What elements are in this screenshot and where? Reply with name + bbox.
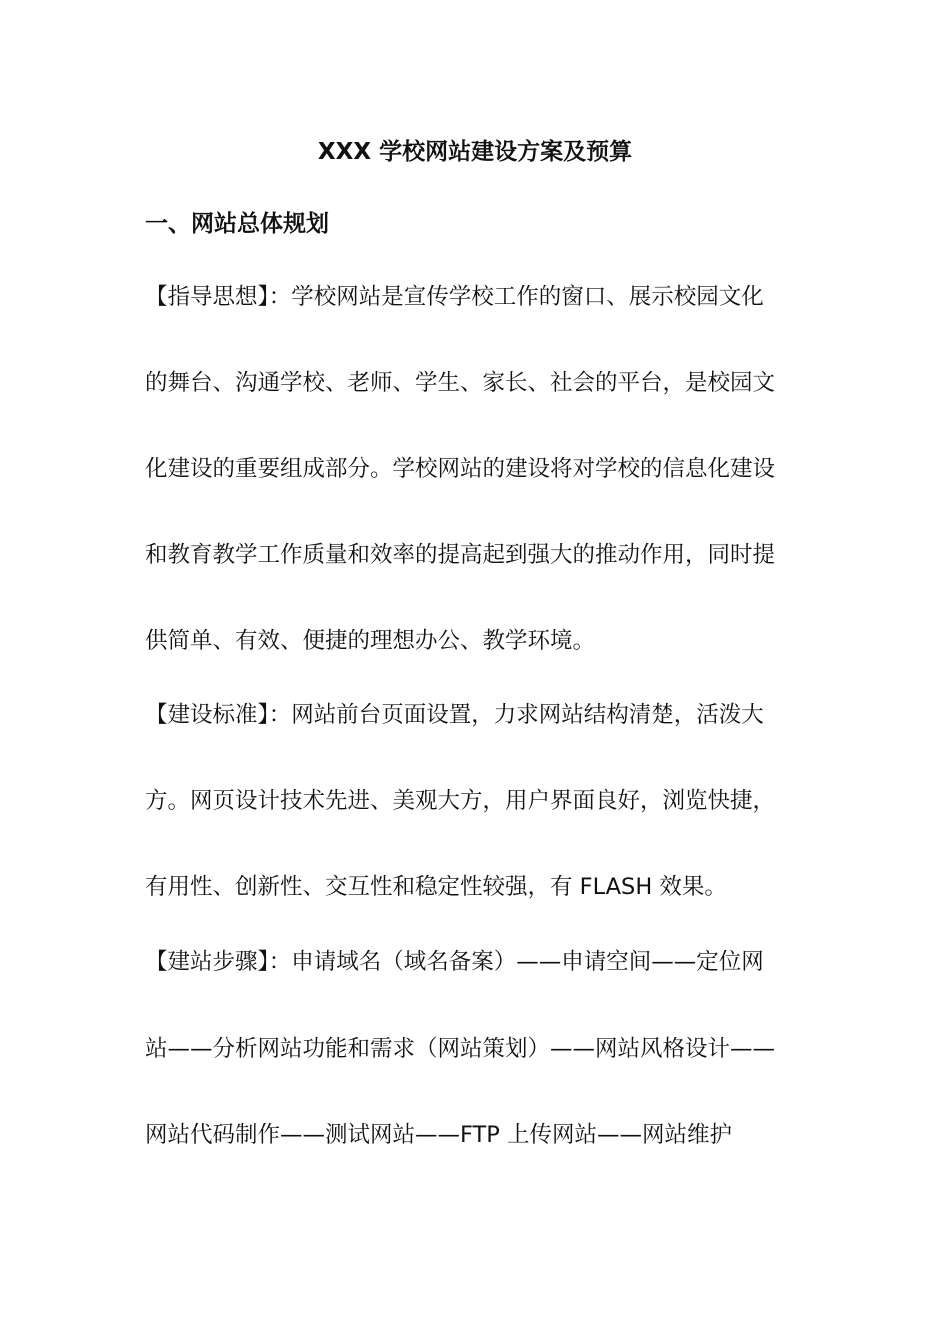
- paragraph-line: 方。网页设计技术先进、美观大方，用户界面良好，浏览快捷，: [145, 788, 776, 814]
- paragraph-line: 的舞台、沟通学校、老师、学生、家长、社会的平台，是校园文: [145, 370, 776, 396]
- paragraph-line: 供简单、有效、便捷的理想办公、教学环境。: [145, 628, 596, 654]
- paragraph-line: 站——分析网站功能和需求（网站策划）——网站风格设计——: [145, 1036, 776, 1062]
- paragraph-line: 化建设的重要组成部分。学校网站的建设将对学校的信息化建设: [145, 456, 776, 482]
- paragraph-line: 网站代码制作——测试网站——FTP 上传网站——网站维护: [145, 1122, 733, 1148]
- paragraph-line: 【建设标准】：网站前台页面设置，力求网站结构清楚，活泼大: [145, 702, 764, 728]
- paragraph-line: 【建站步骤】：申请域名（域名备案）——申请空间——定位网: [145, 949, 764, 975]
- section-heading: 一、网站总体规划: [145, 211, 329, 237]
- paragraph-line: 和教育教学工作质量和效率的提高起到强大的推动作用，同时提: [145, 542, 776, 568]
- paragraph-line: 有用性、创新性、交互性和稳定性较强，有 FLASH 效果。: [145, 874, 727, 900]
- document-title: XXX 学校网站建设方案及预算: [317, 139, 633, 165]
- paragraph-line: 【指导思想】：学校网站是宣传学校工作的窗口、展示校园文化: [145, 284, 764, 310]
